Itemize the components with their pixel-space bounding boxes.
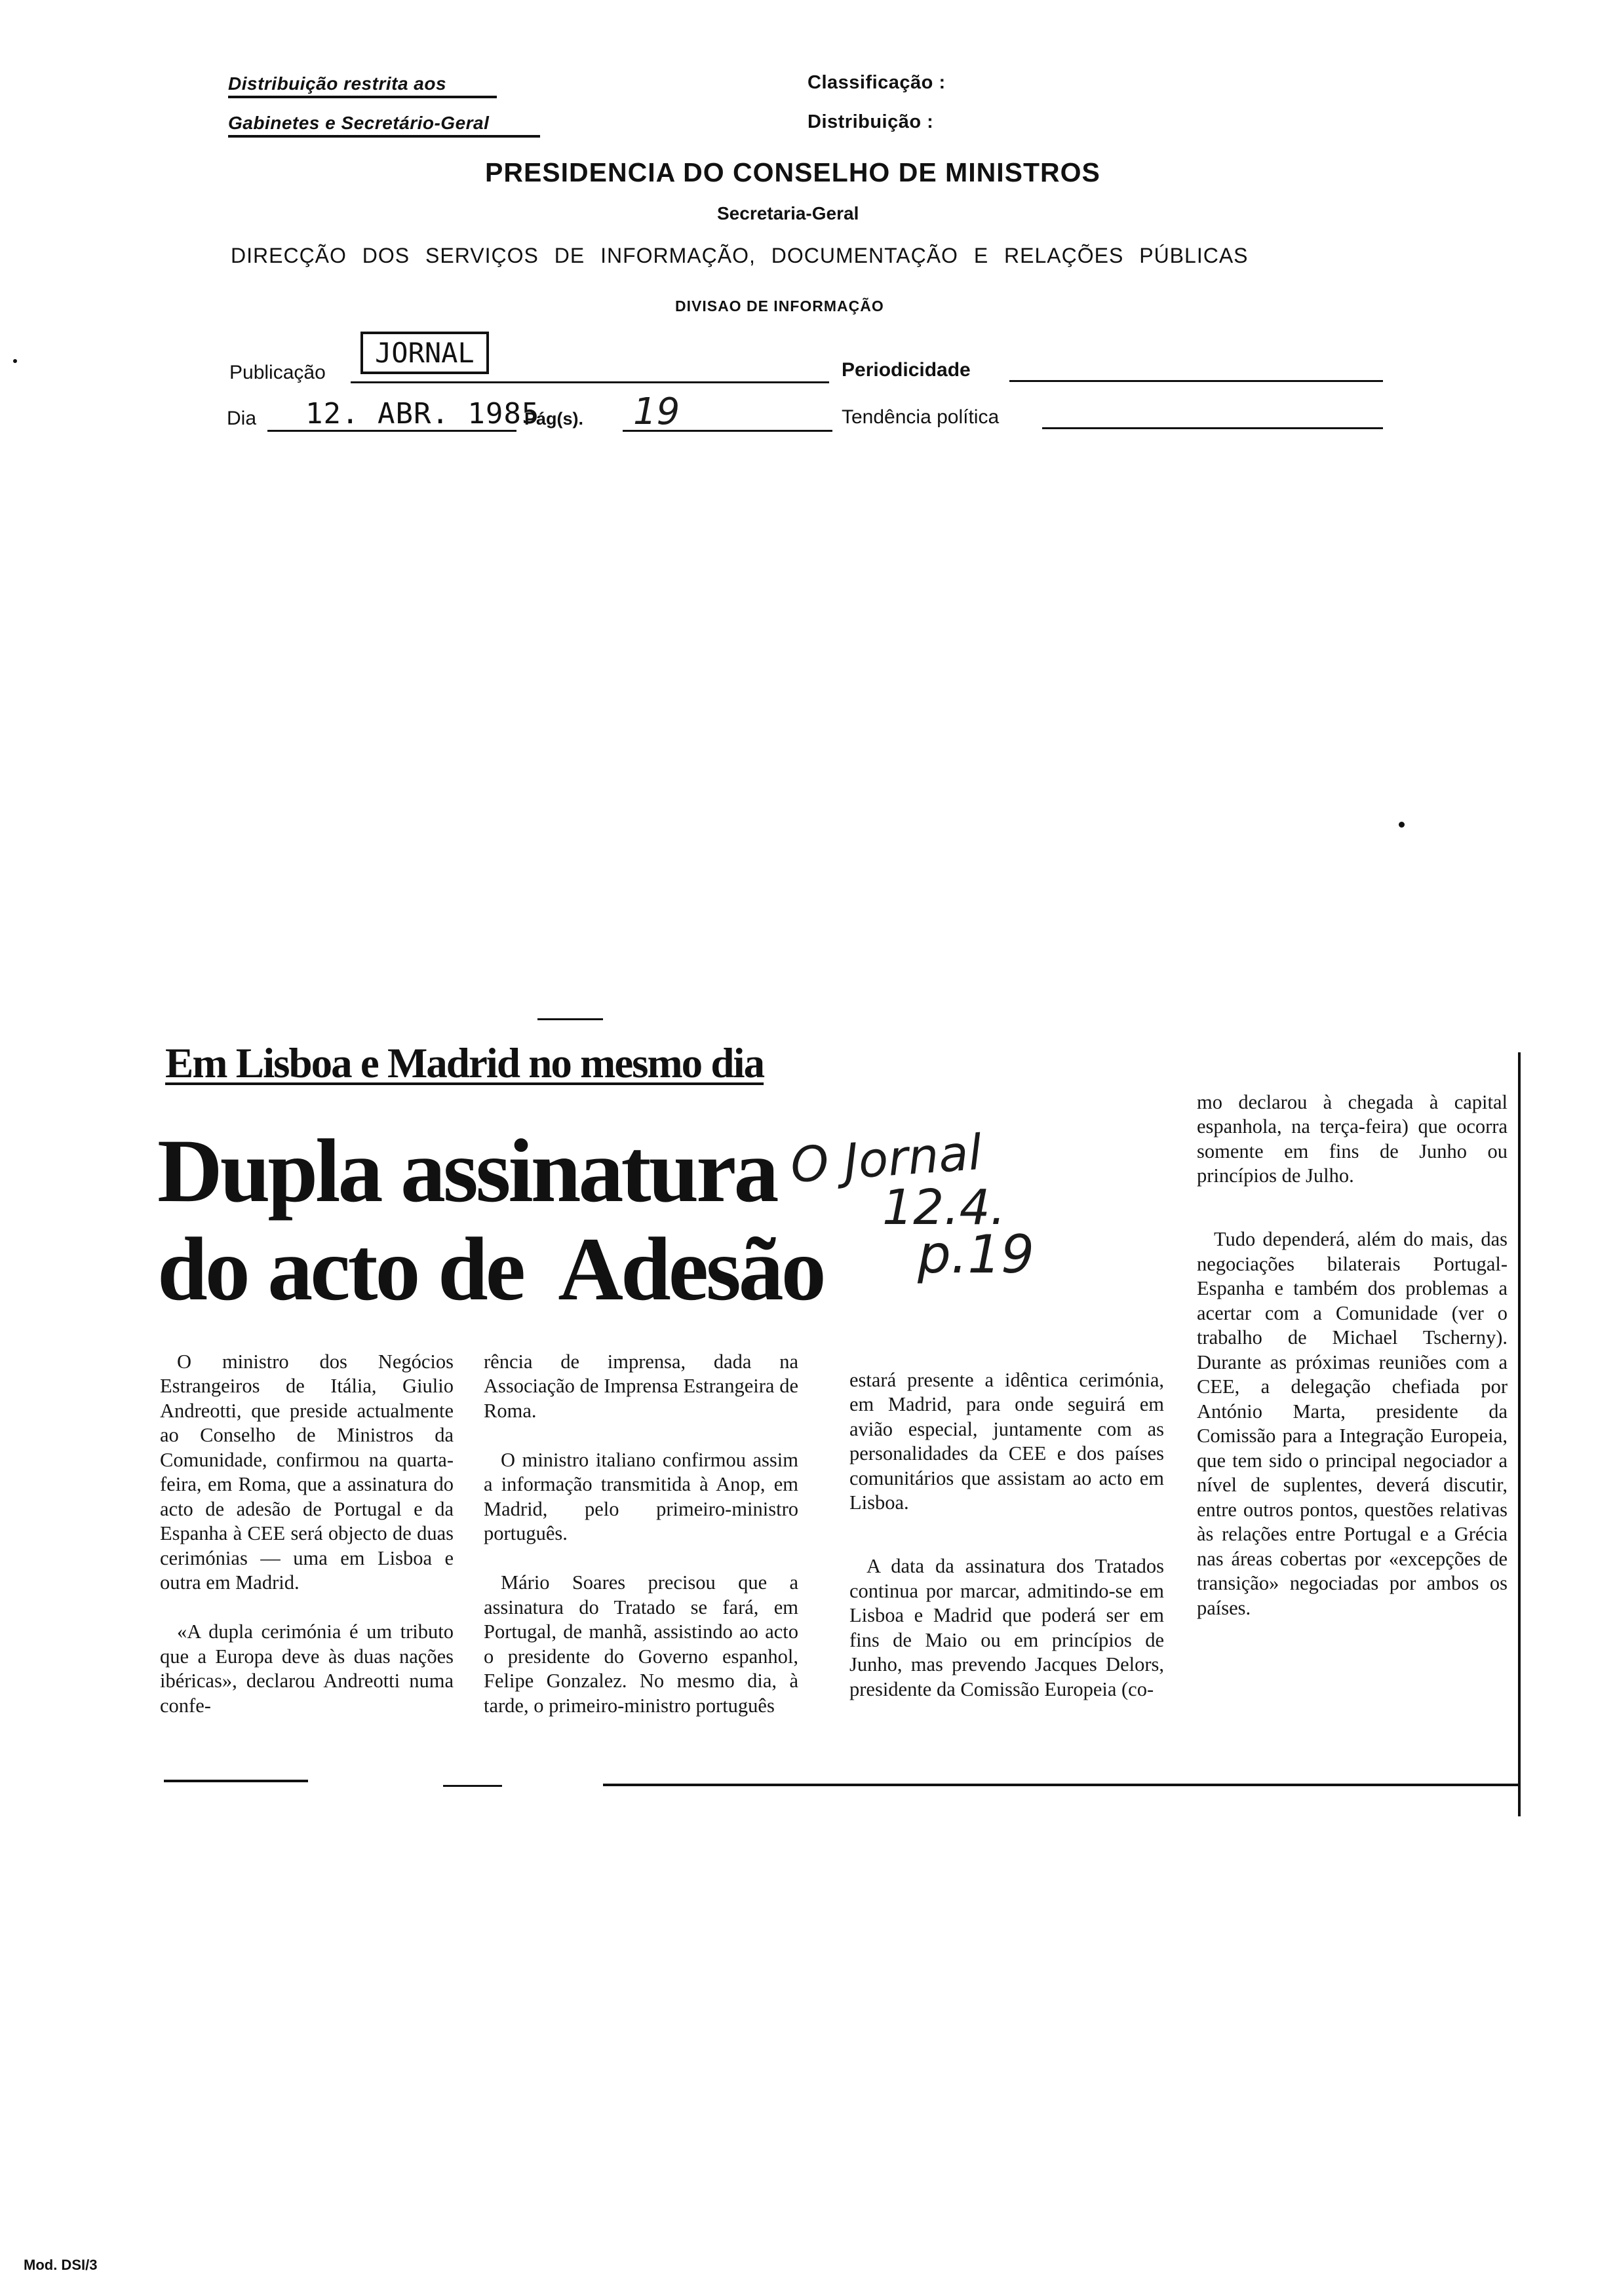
paragraph: Tudo dependerá, além do mais, das negociações bilaterais Portugal-Espanha e também dos problemas a acertar com a Comunidade (ver o trabalho de Michael Tscherny). Durante as próximas reuniões com a CEE, a delegação chefiada por António Marta, presidente da Comissão para a Integração Europeia, que tem sido o principal negociador a nível de suplentes, deverá discutir, entre outros pontos, questões relativas às relações entre Portugal e a Grécia nas áreas cobertas por «excepções de transição» negociadas por ambos os países. xyxy=(1197,1228,1508,1619)
article-column-1 xyxy=(160,1325,454,1743)
restricted-distribution-line2: Gabinetes e Secretário-Geral xyxy=(228,113,540,138)
pags-label: Pág(s). xyxy=(524,409,584,429)
dia-label: Dia xyxy=(227,408,257,429)
secretaria-geral: Secretaria-Geral xyxy=(717,203,859,223)
dia-stamp: 12. ABR. 1985 xyxy=(305,397,540,430)
publicacao-stamp: JORNAL xyxy=(360,332,489,374)
distribuicao-label: Distribuição : xyxy=(808,111,934,132)
tendencia-line xyxy=(1042,427,1383,429)
handwritten-source: O Jornal xyxy=(788,1124,984,1195)
tendencia-label: Tendência política xyxy=(842,406,1000,428)
paragraph: O ministro dos Negócios Estrangeiros de Itália, Giulio Andreotti, que preside actualmente ao Conselho de Ministros da Comunidade, confirmou na quarta-feira, em Roma, que a assinatura do acto de adesão de Portugal e da Espanha à CEE será objecto de duas cerimónias — uma em Lisboa e outra em Madrid. xyxy=(160,1350,454,1594)
article-kicker: Em Lisboa e Madrid no mesmo dia xyxy=(165,1040,764,1087)
form-model-code: Mod. DSI/3 xyxy=(24,2257,98,2273)
speck xyxy=(13,359,17,363)
publicacao-label: Publicação xyxy=(229,362,326,383)
publicacao-line xyxy=(351,381,829,383)
speck xyxy=(1399,822,1405,828)
dia-line xyxy=(267,430,516,432)
classificacao-label: Classificação : xyxy=(808,72,946,93)
paragraph: rência de imprensa, dada na Associação de Imprensa Estrangeira de Roma. xyxy=(484,1350,798,1422)
paragraph: «A dupla cerimónia é um tributo que a Europa deve às duas nações ibéricas», declarou Andreotti numa confe- xyxy=(160,1620,454,1717)
paragraph: estará presente a idêntica cerimónia, em Madrid, para onde seguirá em avião especial, juntamente com as personalidades da CEE e dos países comunitários que assistam ao acto em Lisboa. xyxy=(849,1368,1164,1514)
article-column-2 xyxy=(484,1325,798,1743)
clipping-bottom-rule-mid xyxy=(443,1785,502,1787)
article-headline-line2: do acto de Adesão xyxy=(157,1219,824,1319)
handwritten-page: p.19 xyxy=(918,1224,1035,1285)
article-column-4 xyxy=(1197,1065,1508,1645)
periodicidade-line xyxy=(1009,380,1383,382)
paragraph: A data da assinatura dos Tratados continua por marcar, admitindo-se em Lisboa e Madrid que poderá ser em fins de Maio ou em princípios de Junho, mas prevendo Jacques Delors, presidente da Comissão Europeia (co- xyxy=(849,1555,1164,1700)
periodicidade-label: Periodicidade xyxy=(842,359,971,381)
pags-line xyxy=(623,430,832,432)
clipping-right-rule xyxy=(1518,1052,1521,1816)
organization-title: PRESIDENCIA DO CONSELHO DE MINISTROS xyxy=(485,157,1100,187)
clipping-bottom-rule xyxy=(603,1784,1521,1786)
paragraph: Mário Soares precisou que a assinatura do Tratado se fará, em Portugal, de manhã, assistindo ao acto o presidente do Governo espanhol, Felipe Gonzalez. No mesmo dia, à tarde, o primeiro-ministro português xyxy=(484,1571,798,1717)
paragraph: mo declarou à chegada à capital espanhola, na terça-feira) que ocorra somente em fins de Junho ou princípios de Julho. xyxy=(1197,1090,1508,1187)
article-headline-line1: Dupla assinatura xyxy=(157,1120,777,1221)
article-column-3 xyxy=(849,1343,1164,1727)
clipping-bottom-rule-left xyxy=(164,1780,308,1782)
handwritten-date: 12.4. xyxy=(882,1179,1006,1236)
pags-handwritten: 19 xyxy=(633,391,680,433)
restricted-distribution-line1: Distribuição restrita aos xyxy=(228,73,497,98)
divisao-informacao: DIVISAO DE INFORMAÇÃO xyxy=(675,297,884,315)
paragraph: O ministro italiano confirmou assim a informação transmitida à Anop, em Madrid, pelo primeiro-ministro português. xyxy=(484,1448,798,1544)
clipping-top-rule xyxy=(537,1018,603,1020)
direccao-servicos: DIRECÇÃO DOS SERVIÇOS DE INFORMAÇÃO, DOCUMENTAÇÃO E RELAÇÕES PÚBLICAS xyxy=(231,244,1249,267)
